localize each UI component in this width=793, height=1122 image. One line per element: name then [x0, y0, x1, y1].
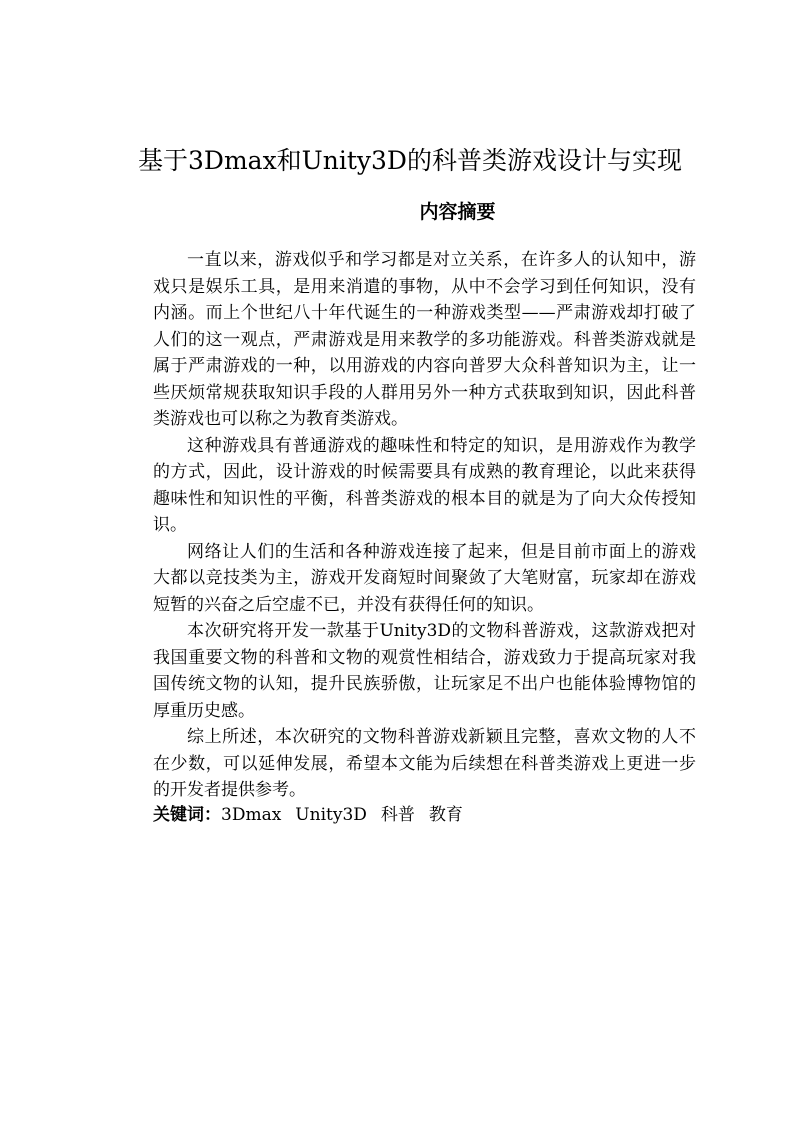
keyword: 教育: [428, 805, 463, 825]
abstract-heading: 内容摘要: [419, 201, 496, 223]
abstract-paragraph: 一直以来，游戏似乎和学习都是对立关系，在许多人的认知中，游戏只是娱乐工具，是用来消遣的事物，从中不会学习到任何知识，没有内涵。而上个世纪八十年代诞生的一种游戏类型——严肃游戏却打破了人们的这一观点，严肃游戏是用来教学的多功能游戏。科普类游戏就是属于严肃游戏的一种，以用游戏的内容向普罗大众科普知识为主，让一些厌烦常规获取知识手段的人群用另外一种方式获取到知识，因此科普类游戏也可以称之为教育类游戏。: [153, 250, 696, 429]
abstract-paragraph: 网络让人们的生活和各种游戏连接了起来，但是目前市面上的游戏大都以竞技类为主，游戏开发商短时间聚敛了大笔财富，玩家却在游戏短暂的兴奋之后空虚不已，并没有获得任何的知识。: [153, 541, 696, 615]
abstract-paragraph: 本次研究将开发一款基于Unity3D的文物科普游戏，这款游戏把对我国重要文物的科普和文物的观赏性相结合，游戏致力于提高玩家对我国传统文物的认知，提升民族骄傲，让玩家足不出户也能体验博物馆的厚重历史感。: [153, 621, 696, 721]
abstract-paragraph: 综上所述，本次研究的文物科普游戏新颖且完整，喜欢文物的人不在少数，可以延伸发展，希望本文能为后续想在科普类游戏上更进一步的开发者提供参考。: [153, 727, 696, 800]
keyword: 科普: [380, 805, 415, 825]
keywords-line: [153, 802, 713, 828]
keyword: 3Dmax: [221, 805, 282, 825]
document-title: 基于3Dmax和Unity3D的科普类游戏设计与实现: [138, 146, 682, 175]
keywords-label: 关键词：: [153, 805, 221, 825]
keyword: Unity3D: [295, 805, 367, 825]
abstract-paragraph: 这种游戏具有普通游戏的趣味性和特定的知识，是用游戏作为教学的方式，因此，设计游戏的时候需要具有成熟的教育理论，以此来获得趣味性和知识性的平衡，科普类游戏的根本目的就是为了向大众传授知识。: [153, 435, 696, 535]
abstract-body: [153, 247, 696, 804]
